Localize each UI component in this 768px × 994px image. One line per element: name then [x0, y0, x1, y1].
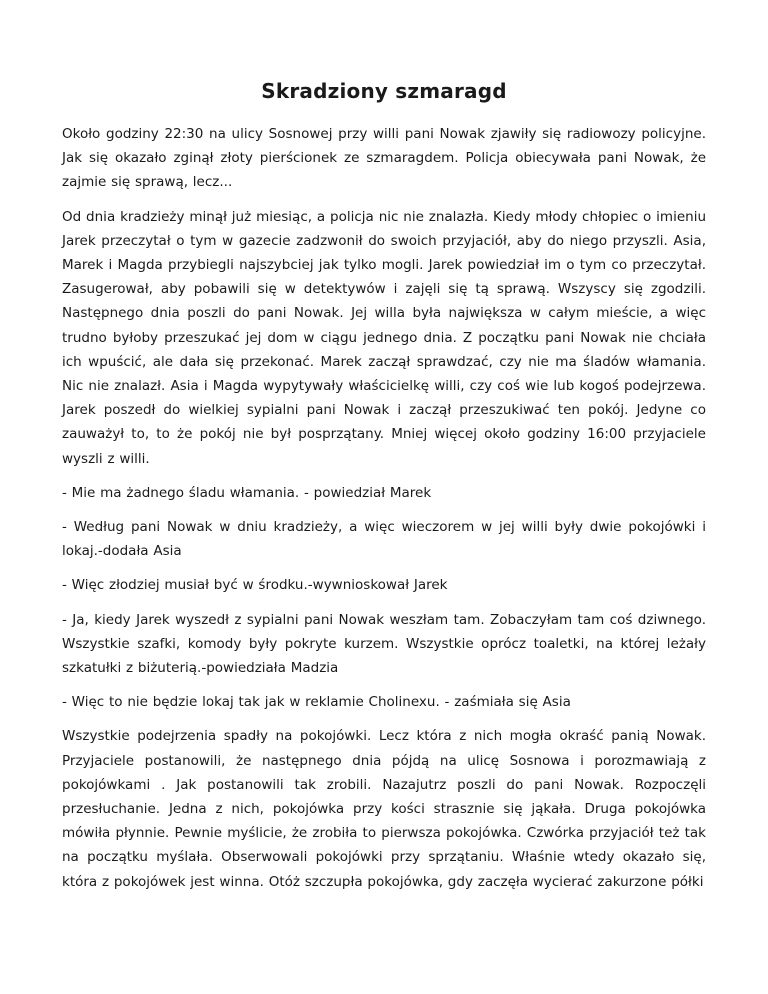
document-title: Skradziony szmaragd [261, 79, 507, 103]
dialogue-jarek: - Więc złodziej musiał być w środku.-wywnioskował Jarek [62, 577, 448, 594]
paragraph-suspicion: Wszystkie podejrzenia spadły na pokojówki. Lecz która z nich mogła okraść panią Nowak. Przyjaciele postanowili, że następnego dnia pójdą na ulicę Sosnowa i porozmawiają z pokojówkami . Jak postanowili tak zrobili. Nazajutrz poszli do pani Nowak. Rozpoczęli przesłuchanie. Jedna z nich, pokojówka przy kości strasznie się jąkała. Druga pokojówka mówiła płynnie. Pewnie myślicie, że zrobiła to pierwsza pokojówka. Czwórka przyjaciół też tak na początku myślała. Obserwowali pokojówki przy sprzątaniu. Właśnie wtedy okazało się, która z pokojówek jest winna. Otóż szczupła pokojówka, gdy zaczęła wycierać zakurzone półki [62, 728, 706, 890]
paragraph-intro: Około godziny 22:30 na ulicy Sosnowej przy willi pani Nowak zjawiły się radiowozy policyjne. Jak się okazało zginął złoty pierścionek ze szmaragdem. Policja obiecywała pani Nowak, że zajmie się sprawą, lecz... [62, 126, 706, 191]
dialogue-madzia: - Ja, kiedy Jarek wyszedł z sypialni pani Nowak weszłam tam. Zobaczyłam tam coś dziwnego. Wszystkie szafki, komody były pokryte kurzem. Wszystkie oprócz toaletki, na której leżały szkatułki z biżuterią.-powiedziała Madzia [62, 611, 706, 677]
dialogue-marek: - Mie ma żadnego śladu włamania. - powiedział Marek [62, 484, 432, 501]
paragraph-investigation: Od dnia kradzieży minął już miesiąc, a policja nic nie znalazła. Kiedy młody chłopiec o imieniu Jarek przeczytał o tym w gazecie zadzwonił do swoich przyjaciół, aby do niego przyszli. Asia, Marek i Magda przybiegli najszybciej jak tylko mogli. Jarek powiedział im o tym co przeczytał. Zasugerował, aby pobawili się w detektywów i zajęli się tą sprawą. Wszyscy się zgodzili. Następnego dnia poszli do pani Nowak. Jej willa była największa w całym mieście, a więc trudno byłoby przeszukać jej dom w ciągu jednego dnia. Z początku pani Nowak nie chciała ich wpuścić, ale dała się przekonać. Marek zaczął sprawdzać, czy nie ma śladów włamania. Nic nie znalazł. Asia i Magda wypytywały właścicielkę willi, czy coś wie lub kogoś podejrzewa. Jarek poszedł do wielkiej sypialni pani Nowak i zaczął przeszukiwać ten pokój. Jedyne co zauważył to, to że pokój nie był posprzątany. Mniej więcej około godziny 16:00 przyjaciele wyszli z willi. [62, 208, 706, 467]
dialogue-asia: - Według pani Nowak w dniu kradzieży, a więc wieczorem w jej willi były dwie pokojówki i lokaj.-dodała Asia [62, 519, 706, 560]
dialogue-asia-laugh: - Więc to nie będzie lokaj tak jak w reklamie Cholinexu. - zaśmiała się Asia [62, 694, 571, 711]
